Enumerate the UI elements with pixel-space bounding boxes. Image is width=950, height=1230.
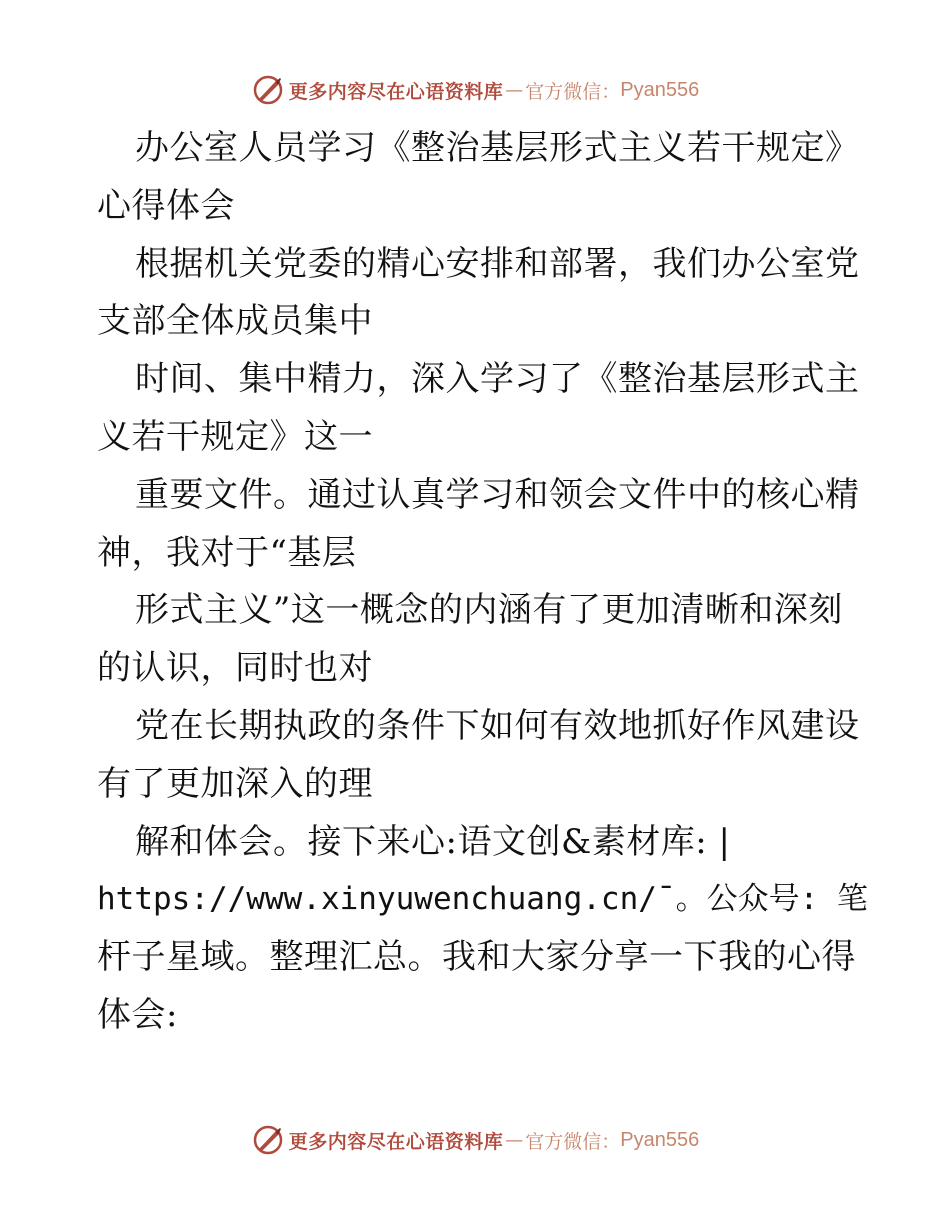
banner-official-label: 官方微信： [525,1130,621,1153]
footer-watermark-banner [0,1120,950,1160]
banner-main-text: 更多内容尽在心语资料库 [288,1130,504,1153]
paragraph-line: 党在长期执政的条件下如何有效地抓好作风建设 [135,705,860,746]
banner-official-label: 官方微信： [525,80,621,103]
paragraph-line: 支部全体成员集中 [97,301,373,342]
paragraph-line: 时间、集中精力，深入学习了《整治基层形式主 [135,359,860,400]
paragraph-line: 的认识，同时也对 [97,648,373,689]
banner-separator: — [505,79,524,101]
quill-pen-logo-icon [251,73,285,107]
paragraph-line: 义若干规定》这一 [97,416,373,457]
paragraph-line: 重要文件。通过认真学习和领会文件中的核心精 [135,474,860,515]
quill-pen-logo-icon [251,1123,285,1157]
paragraph-line: 体会: [97,994,178,1035]
document-title-line-1: 办公室人员学习《整治基层形式主义若干规定》 [135,128,860,168]
document-body [97,120,868,1045]
paragraph-line: 杆子星域。整理汇总。我和大家分享一下我的心得 [97,937,856,978]
paragraph-line: 根据机关党委的精心安排和部署，我们办公室党 [135,243,860,284]
url-line: https://www.xinyuwenchuang.cn/¯。公众号: 笔 [97,881,868,918]
paragraph-line: 解和体会。接下来心:语文创&素材库: | [135,821,731,862]
paragraph-line: 有了更加深入的理 [97,763,373,804]
document-title-line-2: 心得体会 [97,185,235,226]
banner-separator: — [505,1129,524,1151]
banner-main-text: 更多内容尽在心语资料库 [288,80,504,103]
header-watermark-banner [0,70,950,110]
banner-wechat-id: Pyan556 [620,1128,700,1151]
paragraph-line: 形式主义”这一概念的内涵有了更加清晰和深刻 [135,590,843,631]
banner-wechat-id: Pyan556 [620,78,700,101]
paragraph-line: 神，我对于“基层 [97,532,357,573]
